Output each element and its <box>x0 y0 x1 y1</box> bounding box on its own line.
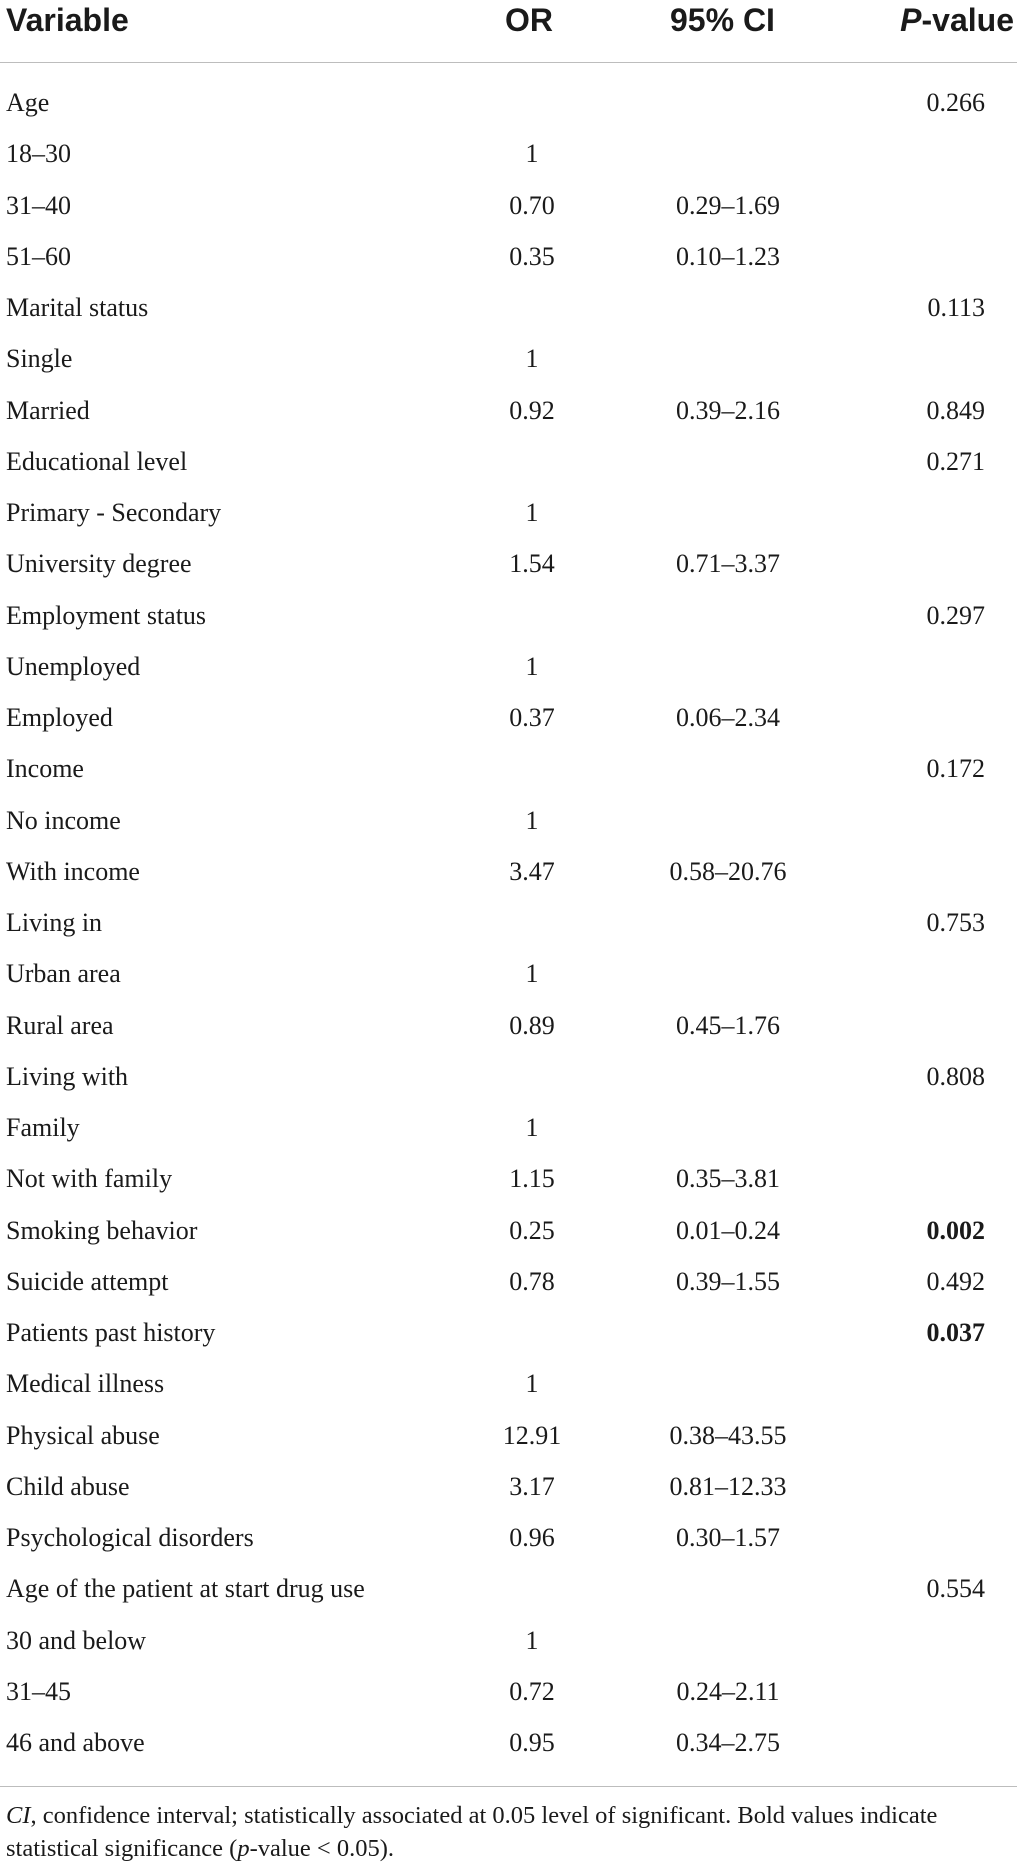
cell-or-value: 0.96 <box>509 1523 555 1552</box>
table-row <box>0 1675 1017 1726</box>
table-row <box>0 394 1017 445</box>
cell-variable: 31–40 <box>6 190 71 220</box>
cell-variable: 31–45 <box>6 1676 71 1706</box>
footnote-text-1: , confidence interval; statistically associated at 0.05 level of significant. Bold values indicate statistical significance ( <box>6 1802 938 1862</box>
cell-ci-value: 0.24–2.11 <box>676 1676 780 1706</box>
table-row <box>0 1521 1017 1572</box>
table-row <box>0 1060 1017 1111</box>
table-row <box>0 1214 1017 1265</box>
cell-or-value: 0.78 <box>509 1266 555 1296</box>
table-header <box>0 0 1017 63</box>
cell-or-value: 1 <box>525 1369 539 1399</box>
table-row <box>0 701 1017 752</box>
cell-ci-value: 0.06–2.34 <box>676 703 780 732</box>
cell-variable: Smoking behavior <box>6 1215 198 1245</box>
cell-pvalue: 0.753 <box>926 908 985 937</box>
cell-ci-value: 0.30–1.57 <box>676 1523 780 1552</box>
cell-variable: Educational level <box>6 446 188 476</box>
header-pvalue-suffix: -value <box>921 2 1014 38</box>
table-row <box>0 1009 1017 1060</box>
cell-variable: Employed <box>6 703 113 732</box>
cell-ci-value: 0.10–1.23 <box>676 241 780 271</box>
cell-pvalue: 0.297 <box>926 600 985 630</box>
table-row <box>0 1265 1017 1316</box>
cell-or-value: 1 <box>525 139 539 169</box>
cell-or-value: 0.95 <box>509 1728 555 1757</box>
cell-pvalue: 0.113 <box>927 293 985 322</box>
cell-pvalue: 0.808 <box>926 1061 985 1091</box>
table-row <box>0 1419 1017 1470</box>
cell-or-value: 3.17 <box>509 1471 555 1501</box>
cell-or-value: 0.35 <box>509 241 555 271</box>
cell-ci-value: 0.34–2.75 <box>676 1728 780 1757</box>
cell-variable: Age of the patient at start drug use <box>6 1574 365 1604</box>
cell-variable: Age <box>6 88 50 117</box>
table-row <box>0 650 1017 701</box>
cell-variable: 51–60 <box>6 241 71 271</box>
cell-or-value: 1 <box>525 1625 539 1655</box>
cell-ci-value: 0.58–20.76 <box>669 856 787 886</box>
table-row <box>0 599 1017 650</box>
cell-variable: Married <box>6 395 90 425</box>
cell-variable: Child abuse <box>6 1471 130 1501</box>
table-row <box>0 1111 1017 1162</box>
table-row <box>0 957 1017 1008</box>
cell-variable: Physical abuse <box>6 1420 160 1450</box>
cell-variable: Employment status <box>6 600 207 630</box>
table-bottom-rule <box>0 1786 1017 1787</box>
cell-pvalue: 0.002 <box>926 1215 985 1245</box>
cell-pvalue: 0.037 <box>926 1318 985 1347</box>
footnote-text-2: -value < 0.05). <box>249 1835 395 1862</box>
cell-variable: Marital status <box>6 293 149 322</box>
table-row <box>0 445 1017 496</box>
cell-or-value: 1 <box>525 344 539 374</box>
cell-or-value: 1.54 <box>509 549 555 579</box>
cell-variable: Income <box>6 754 84 784</box>
table-row <box>0 1624 1017 1675</box>
cell-pvalue: 0.271 <box>926 446 985 476</box>
cell-variable: Suicide attempt <box>6 1266 169 1296</box>
table-row <box>0 496 1017 547</box>
cell-variable: Primary - Secondary <box>6 498 222 527</box>
header-pvalue <box>900 0 1014 40</box>
header-pvalue-italic: P <box>900 2 922 38</box>
cell-or-value: 1.15 <box>509 1164 555 1194</box>
cell-ci-value: 0.29–1.69 <box>676 190 780 220</box>
cell-variable: University degree <box>6 549 192 579</box>
cell-variable: Unemployed <box>6 651 141 681</box>
cell-variable: Family <box>6 1113 80 1142</box>
table-row <box>0 137 1017 188</box>
cell-or-value: 12.91 <box>502 1420 562 1450</box>
header-ci: 95% CI <box>670 2 775 38</box>
cell-or-value: 1 <box>525 1113 539 1142</box>
table-row <box>0 240 1017 291</box>
header-variable: Variable <box>6 2 129 38</box>
cell-variable: With income <box>6 856 140 886</box>
cell-variable: Urban area <box>6 959 121 989</box>
cell-ci-value: 0.01–0.24 <box>676 1215 780 1245</box>
table-row <box>0 1162 1017 1213</box>
cell-pvalue: 0.492 <box>926 1266 985 1296</box>
table-row <box>0 906 1017 957</box>
table-body <box>0 63 1017 1777</box>
table-row <box>0 1316 1017 1367</box>
cell-variable: 30 and below <box>6 1625 147 1655</box>
cell-variable: Single <box>6 344 73 374</box>
table-footnote <box>6 1799 1011 1865</box>
cell-or-value: 1 <box>525 651 539 681</box>
table-row <box>0 1367 1017 1418</box>
cell-pvalue: 0.172 <box>926 754 985 784</box>
cell-variable: Living with <box>6 1061 129 1091</box>
cell-ci-value: 0.39–1.55 <box>676 1266 780 1296</box>
table-row <box>0 1726 1017 1777</box>
cell-ci-value: 0.81–12.33 <box>669 1471 787 1501</box>
cell-ci-value: 0.35–3.81 <box>676 1164 780 1194</box>
cell-pvalue: 0.554 <box>926 1574 985 1604</box>
table-row <box>0 547 1017 598</box>
cell-variable: 18–30 <box>6 139 71 169</box>
cell-variable: Psychological disorders <box>6 1523 254 1552</box>
cell-variable: Medical illness <box>6 1369 165 1399</box>
cell-or-value: 0.70 <box>509 190 555 220</box>
cell-variable: No income <box>6 805 121 835</box>
cell-or-value: 0.92 <box>509 395 555 425</box>
cell-or-value: 0.72 <box>509 1676 555 1706</box>
cell-variable: Patients past history <box>6 1318 216 1347</box>
table-row <box>0 1470 1017 1521</box>
cell-variable: 46 and above <box>6 1728 145 1757</box>
table-row <box>0 342 1017 393</box>
table-row <box>0 189 1017 240</box>
cell-ci-value: 0.38–43.55 <box>669 1420 787 1450</box>
footnote-abbr: CI <box>6 1802 31 1829</box>
footnote-p-term: p <box>237 1835 250 1862</box>
cell-variable: Not with family <box>6 1164 173 1194</box>
cell-ci-value: 0.71–3.37 <box>676 549 780 579</box>
cell-or-value: 0.89 <box>509 1010 555 1040</box>
table-row <box>0 804 1017 855</box>
table-row <box>0 855 1017 906</box>
table-row <box>0 752 1017 803</box>
cell-or-value: 1 <box>525 498 539 527</box>
cell-or-value: 3.47 <box>509 856 555 886</box>
cell-variable: Rural area <box>6 1010 114 1040</box>
cell-ci-value: 0.45–1.76 <box>676 1010 780 1040</box>
cell-or-value: 0.25 <box>509 1215 555 1245</box>
table-row <box>0 291 1017 342</box>
cell-or-value: 1 <box>525 805 539 835</box>
cell-pvalue: 0.266 <box>926 88 985 117</box>
table-row <box>0 86 1017 137</box>
cell-variable: Living in <box>6 908 103 937</box>
header-or: OR <box>505 2 553 38</box>
cell-or-value: 0.37 <box>509 703 555 732</box>
cell-ci-value: 0.39–2.16 <box>676 395 780 425</box>
table-row <box>0 1572 1017 1623</box>
cell-or-value: 1 <box>525 959 539 989</box>
cell-pvalue: 0.849 <box>926 395 985 425</box>
